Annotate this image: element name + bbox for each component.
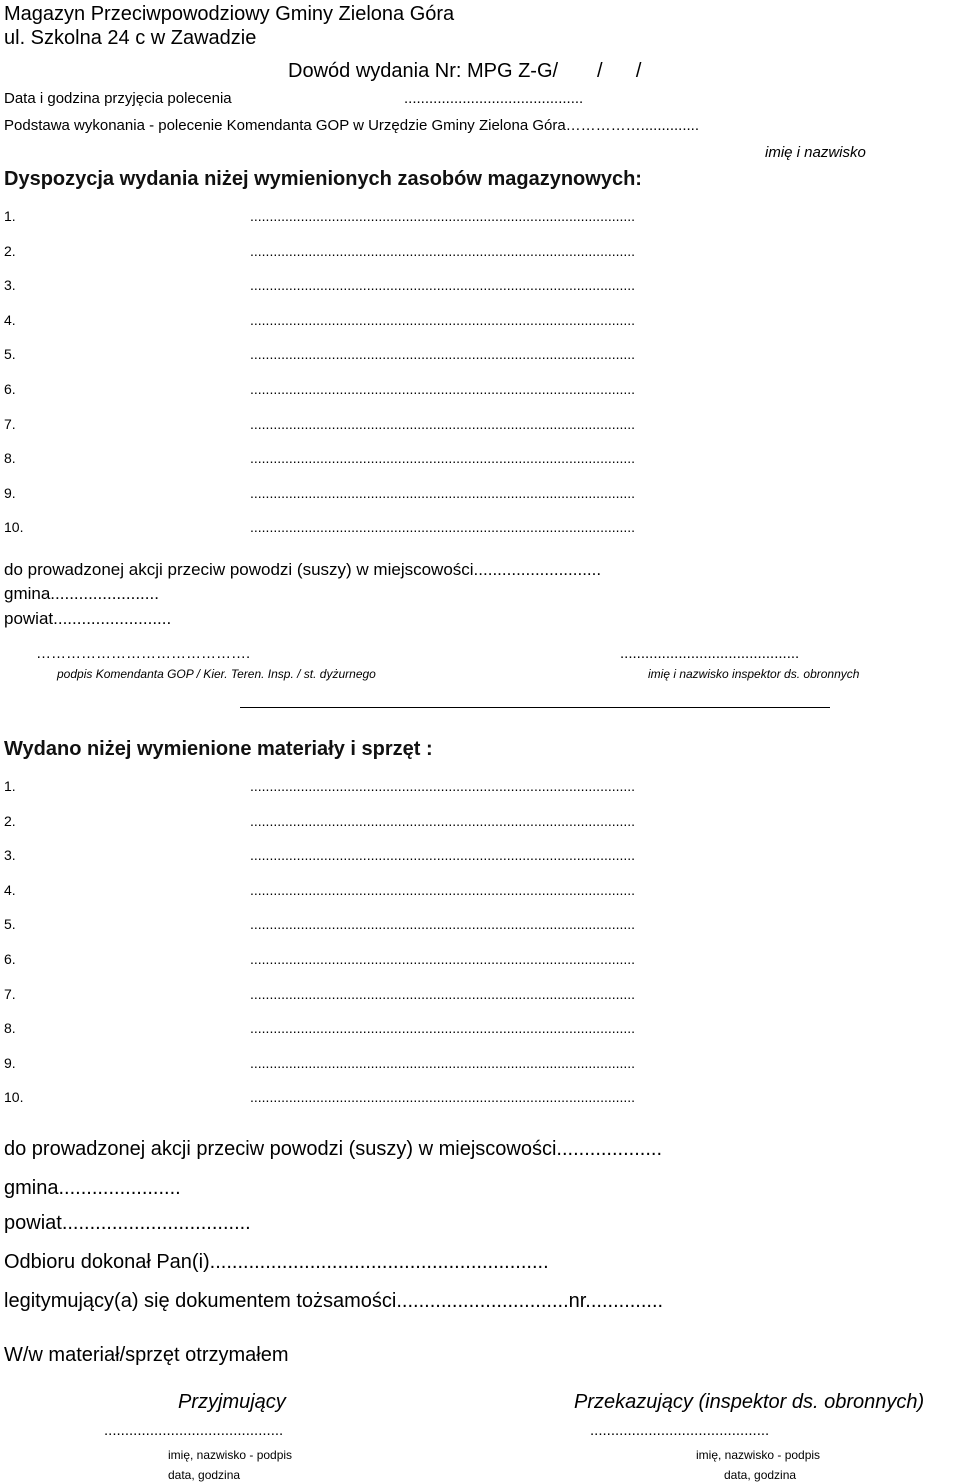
received-statement: W/w materiał/sprzęt otrzymałem: [4, 1344, 289, 1366]
section2-item-dots: ...................................................................................................: [250, 1054, 636, 1071]
section2-action-line: do prowadzonej akcji przeciw powodzi (suszy) w miejscowości...................: [4, 1138, 662, 1160]
sig-left-dots: …………………………………….: [36, 645, 251, 662]
section2-gmina: gmina......................: [4, 1177, 181, 1199]
section1-action-line: do prowadzonej akcji przeciw powodzi (suszy) w miejscowości...........................: [4, 560, 602, 579]
section2-item-number: 4.: [4, 881, 16, 898]
section2-item-number: 5.: [4, 916, 16, 933]
name-caption: imię i nazwisko: [765, 144, 866, 161]
section1-item-number: 7.: [4, 415, 16, 432]
receiver-caption-date: data, godzina: [168, 1468, 241, 1482]
receiver-sign-dots: ...........................................: [104, 1422, 284, 1439]
section2-item-dots: ...................................................................................................: [250, 951, 636, 967]
section2-item-number: 9.: [4, 1054, 16, 1071]
section1-item-number: 10.: [4, 519, 24, 536]
section1-item-dots: ...................................................................................................: [250, 311, 636, 328]
section2-item-number: 8.: [4, 1020, 16, 1037]
receiver-title: Przyjmujący: [178, 1391, 286, 1413]
section-divider: [240, 707, 830, 708]
warehouse-address: ul. Szkolna 24 c w Zawadzie: [4, 27, 257, 49]
section2-item-number: 3.: [4, 847, 16, 864]
section1-item-dots: ...................................................................................................: [250, 415, 636, 432]
document-number: Dowód wydania Nr: MPG Z-G/ / /: [288, 60, 642, 82]
section2-item-dots: ...................................................................................................: [250, 916, 636, 933]
section1-item-number: 6.: [4, 381, 16, 397]
section2-item-number: 10.: [4, 1089, 24, 1106]
section1-item-dots: ...................................................................................................: [250, 242, 636, 259]
section2-item-dots: ...................................................................................................: [250, 812, 636, 829]
section2-item-dots: ...................................................................................................: [250, 1089, 636, 1106]
section2-item-dots: ...................................................................................................: [250, 847, 636, 864]
issuer-caption-date: data, godzina: [724, 1468, 797, 1482]
section2-item-number: 6.: [4, 951, 16, 967]
issuer-caption-name: imię, nazwisko - podpis: [696, 1448, 821, 1462]
section1-title: Dyspozycja wydania niżej wymienionych zasobów magazynowych:: [4, 168, 642, 190]
section2-item-dots: ...................................................................................................: [250, 881, 636, 898]
section1-gmina: gmina.......................: [4, 584, 159, 603]
section2-item-dots: ...................................................................................................: [250, 985, 636, 1002]
section1-powiat: powiat.........................: [4, 609, 172, 628]
sig-right-dots: ...........................................: [620, 645, 800, 662]
section2-item-dots: ...................................................................................................: [250, 778, 636, 794]
basis-line: Podstawa wykonania - polecenie Komendanta GOP w Urzędzie Gminy Zielona Góra……………..............: [4, 117, 700, 134]
section1-item-number: 3.: [4, 277, 16, 294]
section1-item-dots: ...................................................................................................: [250, 346, 636, 363]
section1-item-dots: ...................................................................................................: [250, 484, 636, 501]
warehouse-name: Magazyn Przeciwpowodziowy Gminy Zielona Góra: [4, 3, 455, 25]
section1-item-dots: ...................................................................................................: [250, 381, 636, 397]
section1-item-number: 5.: [4, 346, 16, 363]
section1-item-number: 4.: [4, 311, 16, 328]
sig-left-caption: podpis Komendanta GOP / Kier. Teren. Insp. / st. dyżurnego: [57, 667, 376, 681]
section1-item-dots: ...................................................................................................: [250, 208, 636, 224]
issuer-title: Przekazujący (inspektor ds. obronnych): [574, 1391, 925, 1413]
sig-right-caption: imię i nazwisko inspektor ds. obronnych: [648, 667, 860, 681]
id-document-line: legitymujący(a) się dokumentem tożsamości...............................nr..............: [4, 1290, 664, 1312]
receiver-caption-name: imię, nazwisko - podpis: [168, 1448, 293, 1462]
date-dots: ...........................................: [404, 90, 584, 107]
section1-item-dots: ...................................................................................................: [250, 519, 636, 536]
section2-powiat: powiat..................................: [4, 1212, 251, 1234]
section1-item-dots: ...................................................................................................: [250, 450, 636, 467]
section2-item-number: 2.: [4, 812, 16, 829]
issuer-sign-dots: ...........................................: [590, 1422, 770, 1439]
date-label: Data i godzina przyjęcia polecenia: [4, 90, 232, 107]
section1-item-number: 8.: [4, 450, 16, 467]
section1-item-number: 9.: [4, 484, 16, 501]
receiver-line: Odbioru dokonał Pan(i).............................................................: [4, 1251, 549, 1273]
section1-item-number: 1.: [4, 208, 16, 224]
section2-item-number: 7.: [4, 985, 16, 1002]
section2-item-dots: ...................................................................................................: [250, 1020, 636, 1037]
section2-title: Wydano niżej wymienione materiały i sprzęt :: [4, 738, 433, 760]
section1-item-number: 2.: [4, 242, 16, 259]
section2-item-number: 1.: [4, 778, 16, 794]
section1-item-dots: ...................................................................................................: [250, 277, 636, 294]
